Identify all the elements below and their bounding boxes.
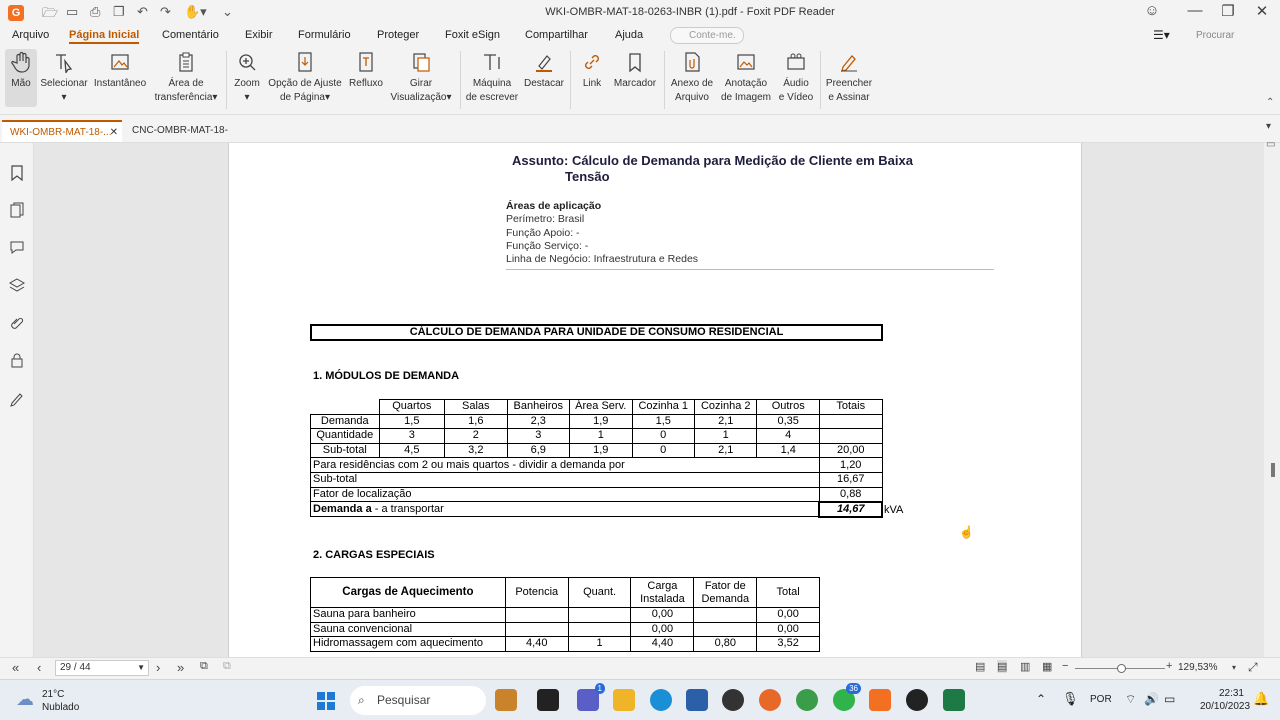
close-tab-icon[interactable]: ✕: [109, 127, 118, 138]
bookmarks-panel-icon[interactable]: [9, 165, 25, 181]
time: 22:31: [1218, 688, 1244, 699]
section-2-heading: 2. CARGAS ESPECIAIS: [313, 549, 435, 561]
table-header: Área Serv.: [570, 400, 632, 415]
fit-page-button[interactable]: Opção de Ajuste de Página▾: [265, 49, 345, 105]
fullscreen-icon[interactable]: ⤢: [1248, 660, 1258, 674]
table-row: [311, 414, 883, 429]
next-view-icon[interactable]: ⧉: [223, 660, 231, 672]
link-button[interactable]: [577, 49, 607, 91]
attachments-panel-icon[interactable]: [9, 315, 25, 331]
table-row: [311, 487, 883, 502]
scroll-up-icon[interactable]: ▭: [1266, 139, 1276, 150]
table-header: Cargas de Aquecimento: [311, 578, 506, 608]
image-annotation-button[interactable]: [719, 49, 773, 105]
menu-bar: [0, 25, 1280, 47]
single-page-icon[interactable]: ▤: [975, 661, 986, 673]
table-header: Potencia: [505, 578, 568, 608]
table-cell: Fator de localização: [311, 487, 820, 502]
table-cell: [505, 608, 568, 623]
menu-formulario[interactable]: Formulário: [298, 29, 351, 41]
table-cell: [505, 622, 568, 637]
taskbar-search-label: Pesquisar: [377, 693, 431, 707]
file-explorer-icon[interactable]: [613, 689, 635, 711]
temperature: 21°C: [42, 689, 65, 700]
store-icon[interactable]: [686, 689, 708, 711]
tab-wki-document[interactable]: [2, 120, 122, 142]
next-page-icon[interactable]: ›: [156, 660, 161, 675]
teams-badge: 1: [595, 683, 605, 694]
table-row: [311, 608, 820, 623]
table-cell: 0,00: [631, 608, 694, 623]
link-icon: [581, 51, 603, 73]
rotate-view-button[interactable]: Girar Visualização▾: [388, 49, 454, 105]
table-header: Cozinha 1: [632, 400, 694, 415]
windows-start-icon[interactable]: [316, 691, 336, 711]
table-header: Quartos: [379, 400, 445, 415]
table-row: [311, 429, 883, 444]
signatures-panel-icon[interactable]: [9, 391, 25, 407]
demand-label: Demanda a: [313, 502, 372, 515]
table-cell: 4,5: [379, 443, 445, 458]
reflow-button[interactable]: [347, 49, 385, 91]
attach-file-button[interactable]: [668, 49, 716, 105]
chrome-icon[interactable]: [796, 689, 818, 711]
typewriter-label-1: Máquina: [472, 78, 512, 89]
table-cell: 3,52: [757, 637, 820, 652]
menu-ajuda[interactable]: Ajuda: [615, 29, 644, 41]
table-header: Banheiros: [507, 400, 569, 415]
search-icon: ⌕: [358, 693, 365, 707]
zoom-icon: [236, 51, 258, 73]
image-annotation-icon: [735, 51, 757, 73]
firefox-icon[interactable]: [759, 689, 781, 711]
snapshot-label: Instantâneo: [93, 78, 147, 89]
table-cell: Sauna para banheiro: [311, 608, 506, 623]
foxit-reader-taskbar-icon[interactable]: [869, 689, 891, 711]
undo-icon[interactable]: ↶: [137, 4, 148, 19]
table-cell: 4,40: [505, 637, 568, 652]
wifi-icon[interactable]: ⌔: [1125, 692, 1137, 706]
link-label: Link: [582, 78, 602, 89]
hand-tool-quick-icon[interactable]: ✋▾: [184, 4, 207, 19]
table-cell: 6,9: [507, 443, 569, 458]
select-label: Selecionar: [40, 78, 88, 89]
menu-comentario[interactable]: Comentário: [162, 29, 219, 41]
table-cell: 0: [632, 443, 694, 458]
ribbon-collapse-icon[interactable]: ⌃: [1266, 97, 1275, 108]
pdf-page: [228, 143, 1082, 657]
task-view-icon[interactable]: [537, 689, 559, 711]
demand-value: 14,67: [819, 502, 882, 517]
ribbon-separator: [460, 51, 461, 109]
bookmark-label: Marcador: [613, 78, 657, 89]
table-header: Carga Instalada: [631, 578, 694, 608]
scrollbar-thumb[interactable]: [1271, 463, 1275, 477]
notification-bell-icon[interactable]: 🔔: [1253, 691, 1270, 706]
last-page-icon[interactable]: »: [177, 660, 185, 675]
bookmark-button[interactable]: [610, 49, 660, 91]
attach-file-icon: [681, 51, 703, 73]
table-header: Total: [757, 578, 820, 608]
menu-exibir[interactable]: Exibir: [245, 29, 273, 41]
divider: [506, 269, 994, 270]
calculation-title: CÁLCULO DE DEMANDA PARA UNIDADE DE CONSUMO RESIDENCIAL: [310, 324, 883, 341]
ribbon-separator: [570, 51, 571, 109]
zoom-in-icon[interactable]: +: [1166, 660, 1173, 672]
area-item: Linha de Negócio: Infraestrutura e Redes: [506, 253, 699, 266]
table-cell: 1,20: [819, 458, 882, 473]
date: 20/10/2023: [1200, 701, 1251, 712]
account-icon[interactable]: ☺: [1144, 2, 1160, 19]
tab-label: WKI-OMBR-MAT-18-...: [10, 127, 112, 138]
tell-me-input[interactable]: Conte-me.: [670, 27, 744, 44]
menu-arquivo[interactable]: Arquivo: [12, 29, 50, 41]
table-row: [311, 637, 820, 652]
table-cell: 2: [445, 429, 507, 444]
document-subject: [512, 153, 972, 185]
volume-icon[interactable]: 🔊: [1144, 692, 1159, 706]
excel-icon[interactable]: [943, 689, 965, 711]
hand-tool-button[interactable]: [5, 49, 37, 107]
battery-icon[interactable]: ▭: [1164, 692, 1176, 706]
hand-label: Mão: [11, 78, 31, 89]
title-bar: [0, 0, 1280, 25]
table-cell: 0,00: [757, 608, 820, 623]
first-page-icon[interactable]: «: [12, 660, 20, 675]
special-loads-table: [310, 577, 820, 652]
table-cell: 2,1: [694, 443, 756, 458]
table-cell: 1,9: [570, 443, 632, 458]
table-header: Salas: [445, 400, 507, 415]
table-cell: 0,00: [631, 622, 694, 637]
fill-label-2: e Assinar: [828, 92, 870, 103]
table-cell: [311, 400, 380, 415]
table-cell: 1: [568, 637, 631, 652]
table-header: Outros: [757, 400, 819, 415]
language-indicator[interactable]: POR: [1090, 694, 1112, 705]
ribbon-separator: [664, 51, 665, 109]
table-cell: [694, 608, 757, 623]
table-cell: 0: [632, 429, 694, 444]
table-cell: 0,80: [694, 637, 757, 652]
table-cell: Para residências com 2 ou mais quartos - dividir a demanda por: [311, 458, 820, 473]
show-hidden-icons[interactable]: ⌃: [1036, 692, 1047, 706]
table-cell: 3,2: [445, 443, 507, 458]
table-cell: 1,5: [379, 414, 445, 429]
window-title: WKI-OMBR-MAT-18-0263-INBR (1).pdf - Foxit PDF Reader: [545, 6, 835, 18]
audio-video-button[interactable]: [776, 49, 816, 105]
subject-line-1: Assunto: Cálculo de Demanda para Medição de Cliente em Baixa: [512, 153, 913, 168]
navigation-panel: [0, 143, 34, 657]
highlight-button[interactable]: [523, 49, 565, 91]
view-options-icon[interactable]: ☰▾: [1153, 28, 1170, 42]
previous-view-icon[interactable]: ⧉: [200, 660, 208, 672]
attach-label-2: Arquivo: [675, 92, 709, 103]
table-cell: 1: [570, 429, 632, 444]
table-cell: [819, 414, 882, 429]
fill-sign-button[interactable]: [824, 49, 874, 105]
fill-sign-pen-icon: [838, 51, 860, 73]
table-cell: [568, 608, 631, 623]
area-item: Perímetro: Brasil: [506, 213, 585, 226]
table-header: Totais: [819, 400, 882, 415]
audio-label-1: Áudio: [783, 78, 809, 89]
snapshot-button[interactable]: [93, 49, 147, 91]
hand-cursor-icon: ☝: [959, 525, 974, 539]
windows-taskbar: [0, 679, 1280, 720]
fill-label-1: Preencher: [825, 78, 873, 89]
new-doc-icon[interactable]: ❐: [113, 4, 125, 19]
page-number: 29 / 44: [60, 662, 91, 673]
widgets-app-icon[interactable]: [495, 689, 517, 711]
zoom-slider-thumb[interactable]: [1117, 664, 1126, 673]
table-row: [311, 458, 883, 473]
table-row: [311, 472, 883, 487]
table-cell: 1,9: [570, 414, 632, 429]
typewriter-icon: [481, 51, 503, 73]
menu-proteger[interactable]: Proteger: [377, 29, 420, 41]
fit-label-2: de Página: [279, 92, 325, 103]
reflow-icon: [355, 51, 377, 73]
table-cell: [568, 622, 631, 637]
table-cell: 0,88: [819, 487, 882, 502]
comments-panel-icon[interactable]: [9, 239, 25, 255]
facing-page-icon[interactable]: ▥: [1020, 661, 1031, 673]
table-cell: 0,00: [757, 622, 820, 637]
tabs-dropdown-icon[interactable]: ▾: [1266, 121, 1272, 132]
table-header: Cozinha 2: [694, 400, 756, 415]
table-cell: Sub-total: [311, 443, 380, 458]
continuous-facing-icon[interactable]: ▦: [1042, 661, 1053, 673]
select-text-icon: [53, 51, 75, 73]
fit-page-icon: [294, 51, 316, 73]
table-cell: Demanda: [311, 414, 380, 429]
rotate-label-1: Girar: [409, 78, 433, 89]
print-icon[interactable]: ⎙: [90, 4, 101, 19]
image-label-2: de Imagem: [720, 92, 772, 103]
table-cell: 1,6: [445, 414, 507, 429]
table-cell: 2,1: [694, 414, 756, 429]
rotate-icon: [410, 51, 432, 73]
menu-compartilhar[interactable]: Compartilhar: [525, 29, 588, 41]
highlight-label: Destacar: [523, 78, 564, 89]
rotate-label-2: Visualização: [390, 92, 447, 103]
document-viewer: [34, 143, 1264, 657]
taskbar-search[interactable]: [350, 686, 486, 715]
subject-line-2: Tensão: [565, 169, 610, 184]
table-header: Quant.: [568, 578, 631, 608]
zoom-label: Zoom: [234, 78, 260, 89]
redo-icon[interactable]: ↷: [160, 4, 171, 19]
hand-icon: [10, 51, 32, 73]
typewriter-button[interactable]: [464, 49, 520, 105]
demand-label-rest: - a transportar: [371, 502, 444, 515]
page-dropdown-icon[interactable]: ▼: [137, 663, 145, 672]
restore-button[interactable]: ❐: [1221, 3, 1235, 20]
microphone-icon[interactable]: 🎙: [1062, 691, 1079, 706]
close-button[interactable]: ✕: [1255, 3, 1269, 20]
bookmark-icon: [624, 51, 646, 73]
table-header: Fator de Demanda: [694, 578, 757, 608]
table-cell: Sub-total: [311, 472, 820, 487]
section-1-heading: 1. MÓDULOS DE DEMANDA: [313, 370, 460, 382]
table-cell: 3: [379, 429, 445, 444]
kva-unit: kVA: [884, 504, 904, 516]
table-cell: 16,67: [819, 472, 882, 487]
table-cell: Sauna convencional: [311, 622, 506, 637]
search-input[interactable]: Procurar: [1196, 30, 1235, 41]
area-item: Função Serviço: -: [506, 239, 589, 252]
application-areas: [506, 200, 698, 266]
clipboard-label-1: Área de: [168, 78, 204, 89]
table-cell: [311, 502, 820, 517]
ribbon-separator: [226, 51, 227, 109]
security-panel-icon[interactable]: [9, 352, 25, 368]
table-cell: [819, 429, 882, 444]
typewriter-label-2: de escrever: [465, 92, 519, 103]
table-cell: 2,3: [507, 414, 569, 429]
edge-browser-icon[interactable]: [650, 689, 672, 711]
tab-label: CNC-OMBR-MAT-18-: [132, 125, 228, 136]
highlight-pen-icon: [533, 51, 555, 73]
zoom-dropdown-icon[interactable]: ▾: [1232, 663, 1237, 672]
table-header-row: [311, 578, 820, 608]
table-cell: 1,5: [632, 414, 694, 429]
clipboard-label-2: transferência: [154, 92, 213, 103]
table-cell: 1: [694, 429, 756, 444]
select-tool-button[interactable]: Selecionar ▾: [40, 49, 88, 105]
reflow-label: Refluxo: [349, 78, 383, 89]
table-cell: 20,00: [819, 443, 882, 458]
table-row: [311, 502, 883, 517]
audio-video-icon: [785, 51, 807, 73]
menu-foxit-esign[interactable]: Foxit eSign: [445, 29, 501, 41]
document-tabs: [0, 118, 1280, 143]
save-icon[interactable]: ▭: [66, 4, 79, 19]
table-cell: 4,40: [631, 637, 694, 652]
table-row: [311, 622, 820, 637]
vertical-scrollbar[interactable]: [1264, 139, 1280, 657]
ribbon: [0, 47, 1280, 115]
areas-heading: Áreas de aplicação: [506, 200, 602, 212]
page-number-input[interactable]: [55, 660, 149, 676]
whatsapp-badge: 36: [846, 683, 861, 694]
table-cell: Hidromassagem com aquecimento: [311, 637, 506, 652]
ribbon-separator: [820, 51, 821, 109]
weather-widget[interactable]: [42, 688, 79, 714]
obs-icon[interactable]: [906, 689, 928, 711]
whatsapp-icon[interactable]: [833, 684, 858, 711]
minimize-button[interactable]: —: [1187, 2, 1203, 19]
page-navigation-bar: [0, 657, 1280, 679]
image-label-1: Anotação: [724, 78, 768, 89]
table-cell: Quantidade: [311, 429, 380, 444]
layers-panel-icon[interactable]: [9, 277, 25, 293]
table-cell: 4: [757, 429, 819, 444]
previous-page-icon[interactable]: ‹: [37, 660, 42, 675]
zoom-out-icon[interactable]: −: [1062, 660, 1069, 672]
weather-condition: Nublado: [42, 702, 80, 713]
tab-cnc-document[interactable]: [124, 120, 246, 142]
weather-cloud-icon[interactable]: ☁: [16, 689, 34, 709]
pages-panel-icon[interactable]: [9, 202, 25, 218]
zoom-level[interactable]: 129,53%: [1178, 662, 1218, 673]
table-cell: [694, 622, 757, 637]
snapshot-icon: [109, 51, 131, 73]
demand-modules-table: [310, 399, 883, 518]
clock[interactable]: [1200, 687, 1251, 713]
table-header-row: [311, 400, 883, 415]
customize-qa-icon[interactable]: ⌄: [222, 4, 233, 19]
table-cell: 0,35: [757, 414, 819, 429]
table-row: [311, 443, 883, 458]
attach-label-1: Anexo de: [670, 78, 714, 89]
teams-icon[interactable]: [577, 684, 602, 711]
menu-pagina-inicial[interactable]: Página Inicial: [69, 29, 139, 44]
table-cell: 3: [507, 429, 569, 444]
audio-label-2: e Vídeo: [778, 92, 814, 103]
table-cell: 1,4: [757, 443, 819, 458]
clipboard-icon: [175, 51, 197, 73]
clipboard-button[interactable]: Área de transferência▾: [150, 49, 222, 105]
foxit-logo-icon: G: [8, 5, 24, 21]
area-item: Função Apoio: -: [506, 226, 580, 239]
open-folder-icon[interactable]: 🗁: [42, 5, 59, 20]
dell-icon[interactable]: [722, 689, 744, 711]
continuous-page-icon[interactable]: ▤: [997, 661, 1008, 673]
zoom-button[interactable]: Zoom ▾: [232, 49, 262, 105]
fit-label-1: Opção de Ajuste: [268, 78, 342, 89]
